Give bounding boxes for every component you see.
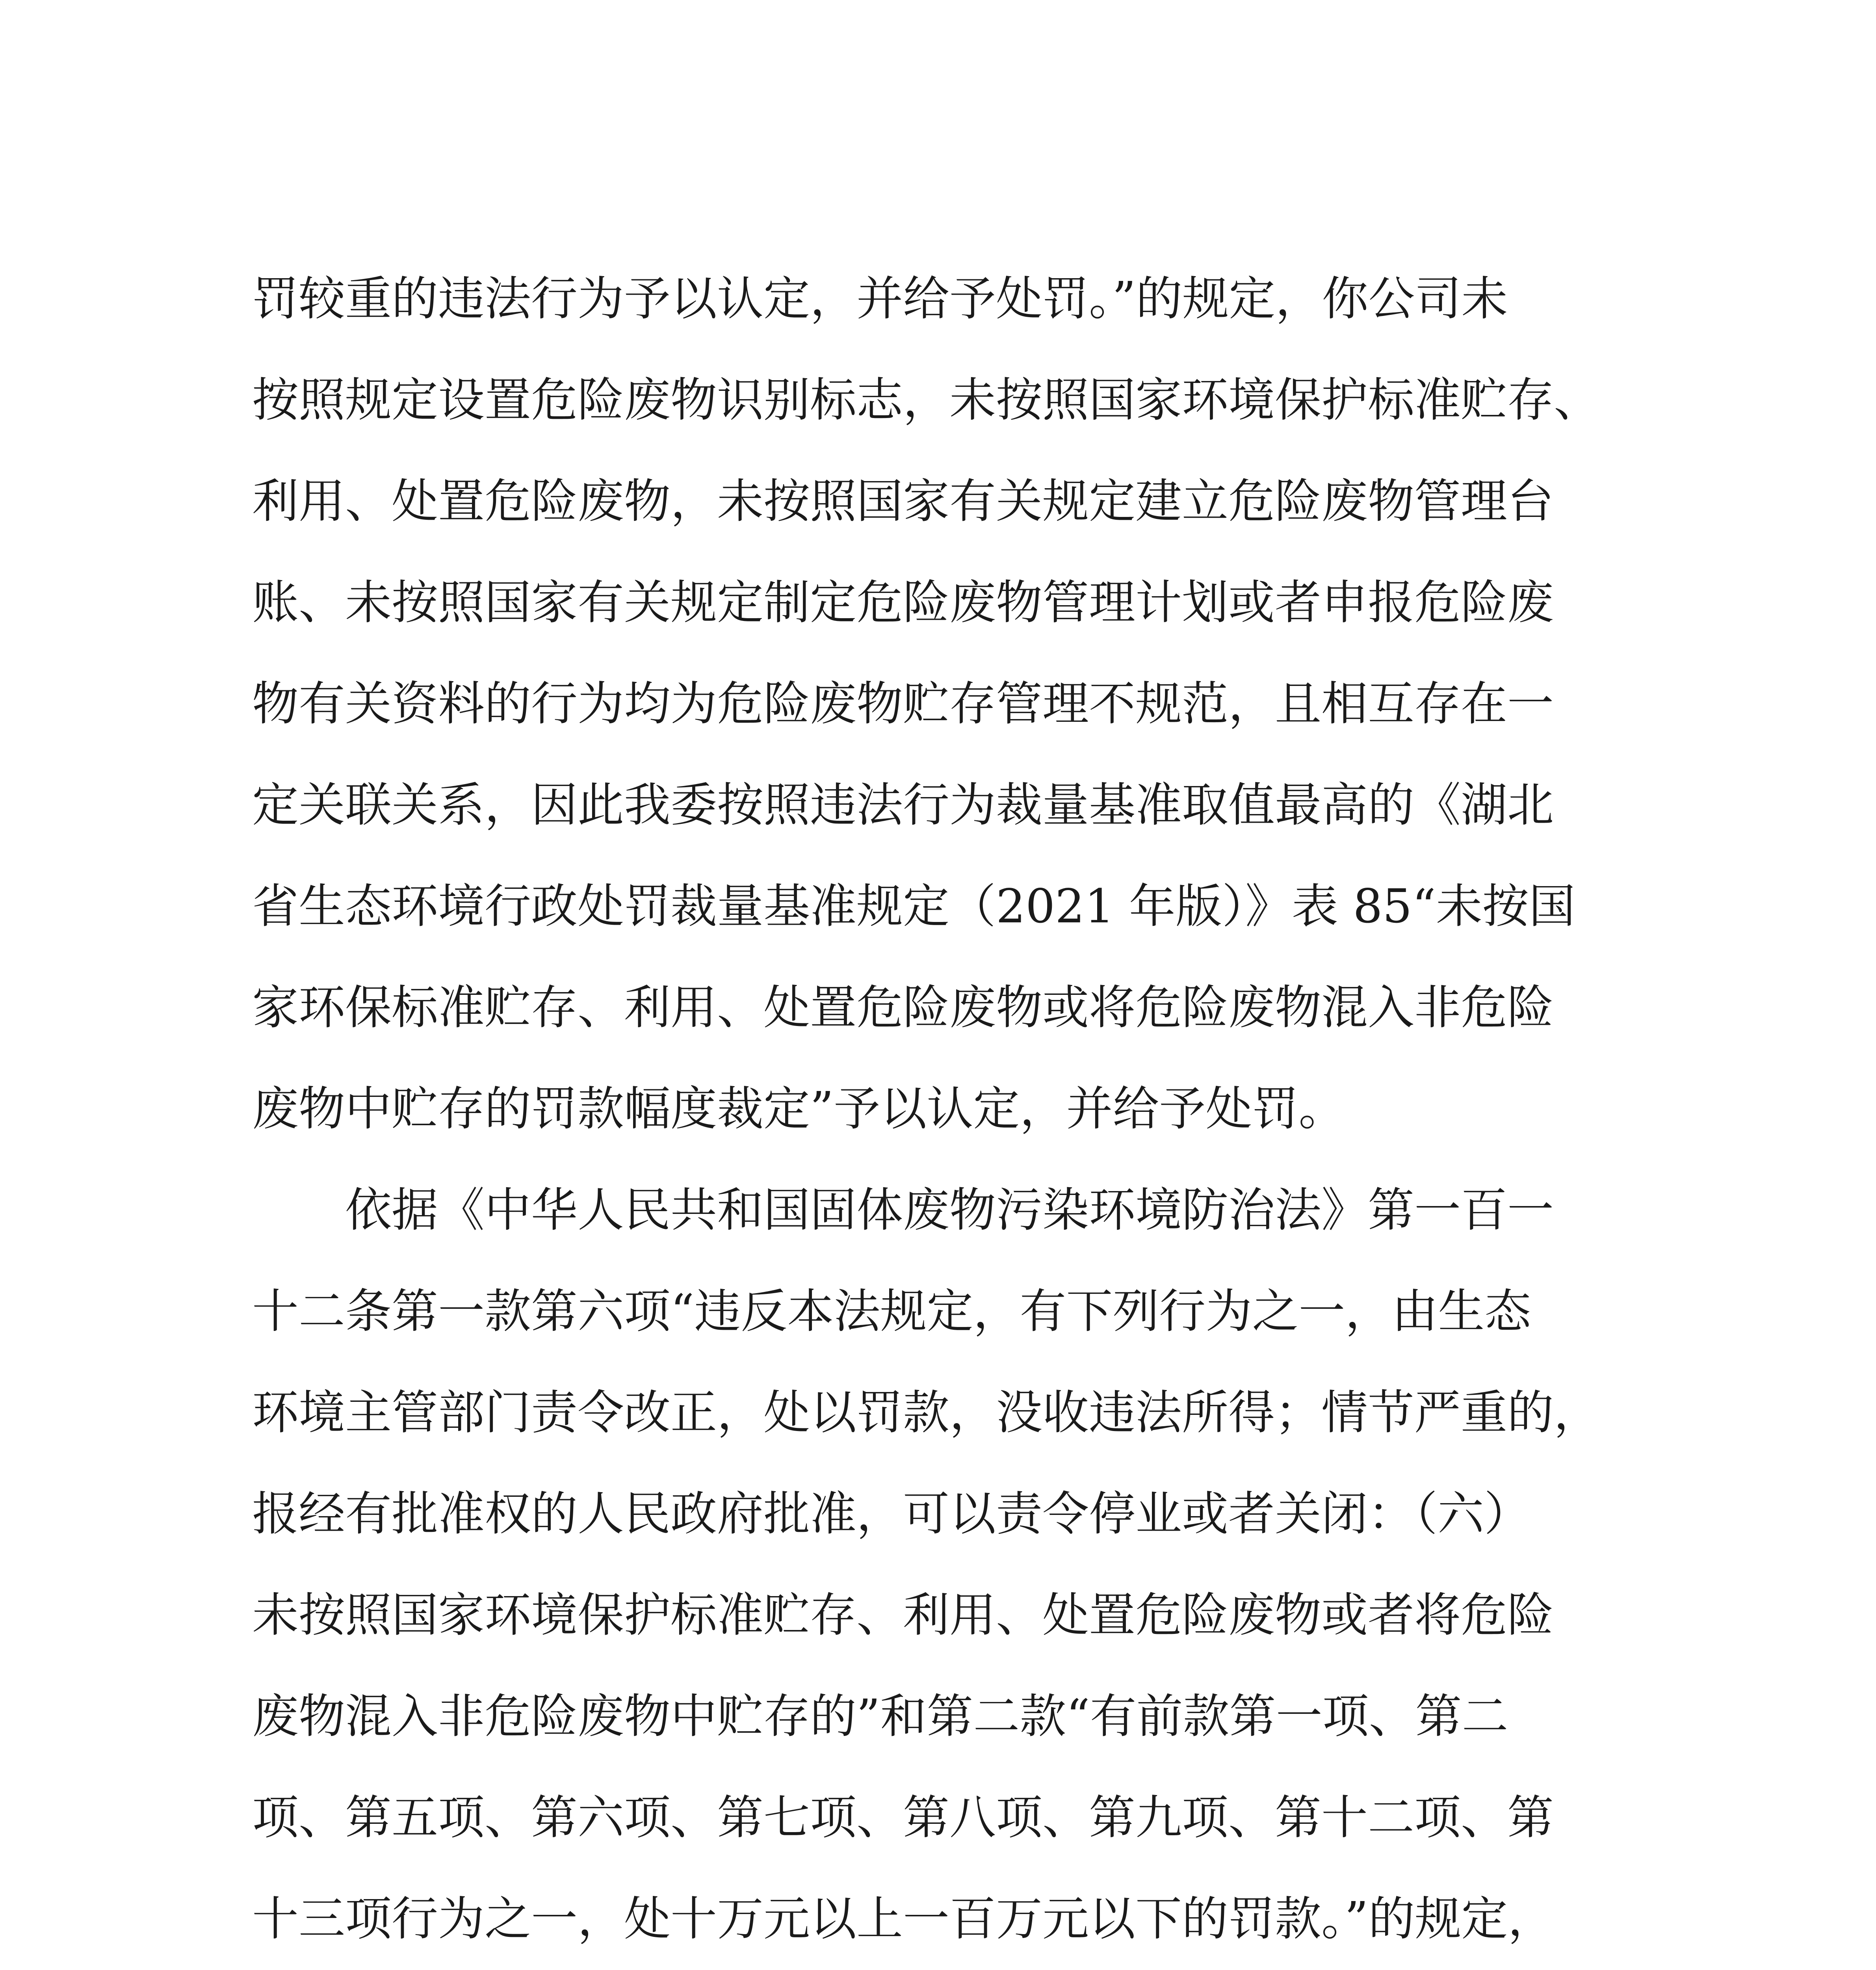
text-line: 物有关资料的行为均为危险废物贮存管理不规范，且相互存在一 — [252, 676, 1554, 731]
text-line: 罚较重的违法行为予以认定，并给予处罚。”的规定，你公司未 — [252, 271, 1508, 326]
paragraph-start-line: 依据《中华人民共和国固体废物污染环境防治法》第一百一 — [345, 1183, 1554, 1237]
text-line: 项、第五项、第六项、第七项、第八项、第九项、第十二项、第 — [252, 1790, 1554, 1845]
text-line: 定关联关系，因此我委按照违法行为裁量基准取值最高的《湖北 — [252, 778, 1554, 832]
text-line: 十三项行为之一，处十万元以上一百万元以下的罚款。”的规定， — [252, 1892, 1555, 1946]
text-line: 账、未按照国家有关规定制定危险废物管理计划或者申报危险废 — [252, 575, 1554, 630]
text-line: 按照规定设置危险废物识别标志，未按照国家环境保护标准贮存、 — [252, 373, 1601, 427]
text-line: 省生态环境行政处罚裁量基准规定（2021 年版）》表 85“未按国 — [252, 879, 1575, 933]
text-line: 废物中贮存的罚款幅度裁定”予以认定，并给予处罚。 — [252, 1082, 1345, 1136]
text-line: 废物混入非危险废物中贮存的”和第二款“有前款第一项、第二 — [252, 1689, 1508, 1743]
text-line: 十二条第一款第六项“违反本法规定，有下列行为之一，由生态 — [252, 1284, 1531, 1338]
body-text — [252, 248, 1686, 1970]
text-line: 环境主管部门责令改正，处以罚款，没收违法所得；情节严重的， — [252, 1385, 1601, 1440]
text-line: 家环保标准贮存、利用、处置危险废物或将危险废物混入非危险 — [252, 980, 1554, 1035]
text-line: 报经有批准权的人民政府批准，可以责令停业或者关闭：（六） — [252, 1487, 1531, 1541]
text-line: 未按照国家环境保护标准贮存、利用、处置危险废物或者将危险 — [252, 1588, 1554, 1642]
text-line: 利用、处置危险废物，未按照国家有关规定建立危险废物管理台 — [252, 474, 1554, 528]
